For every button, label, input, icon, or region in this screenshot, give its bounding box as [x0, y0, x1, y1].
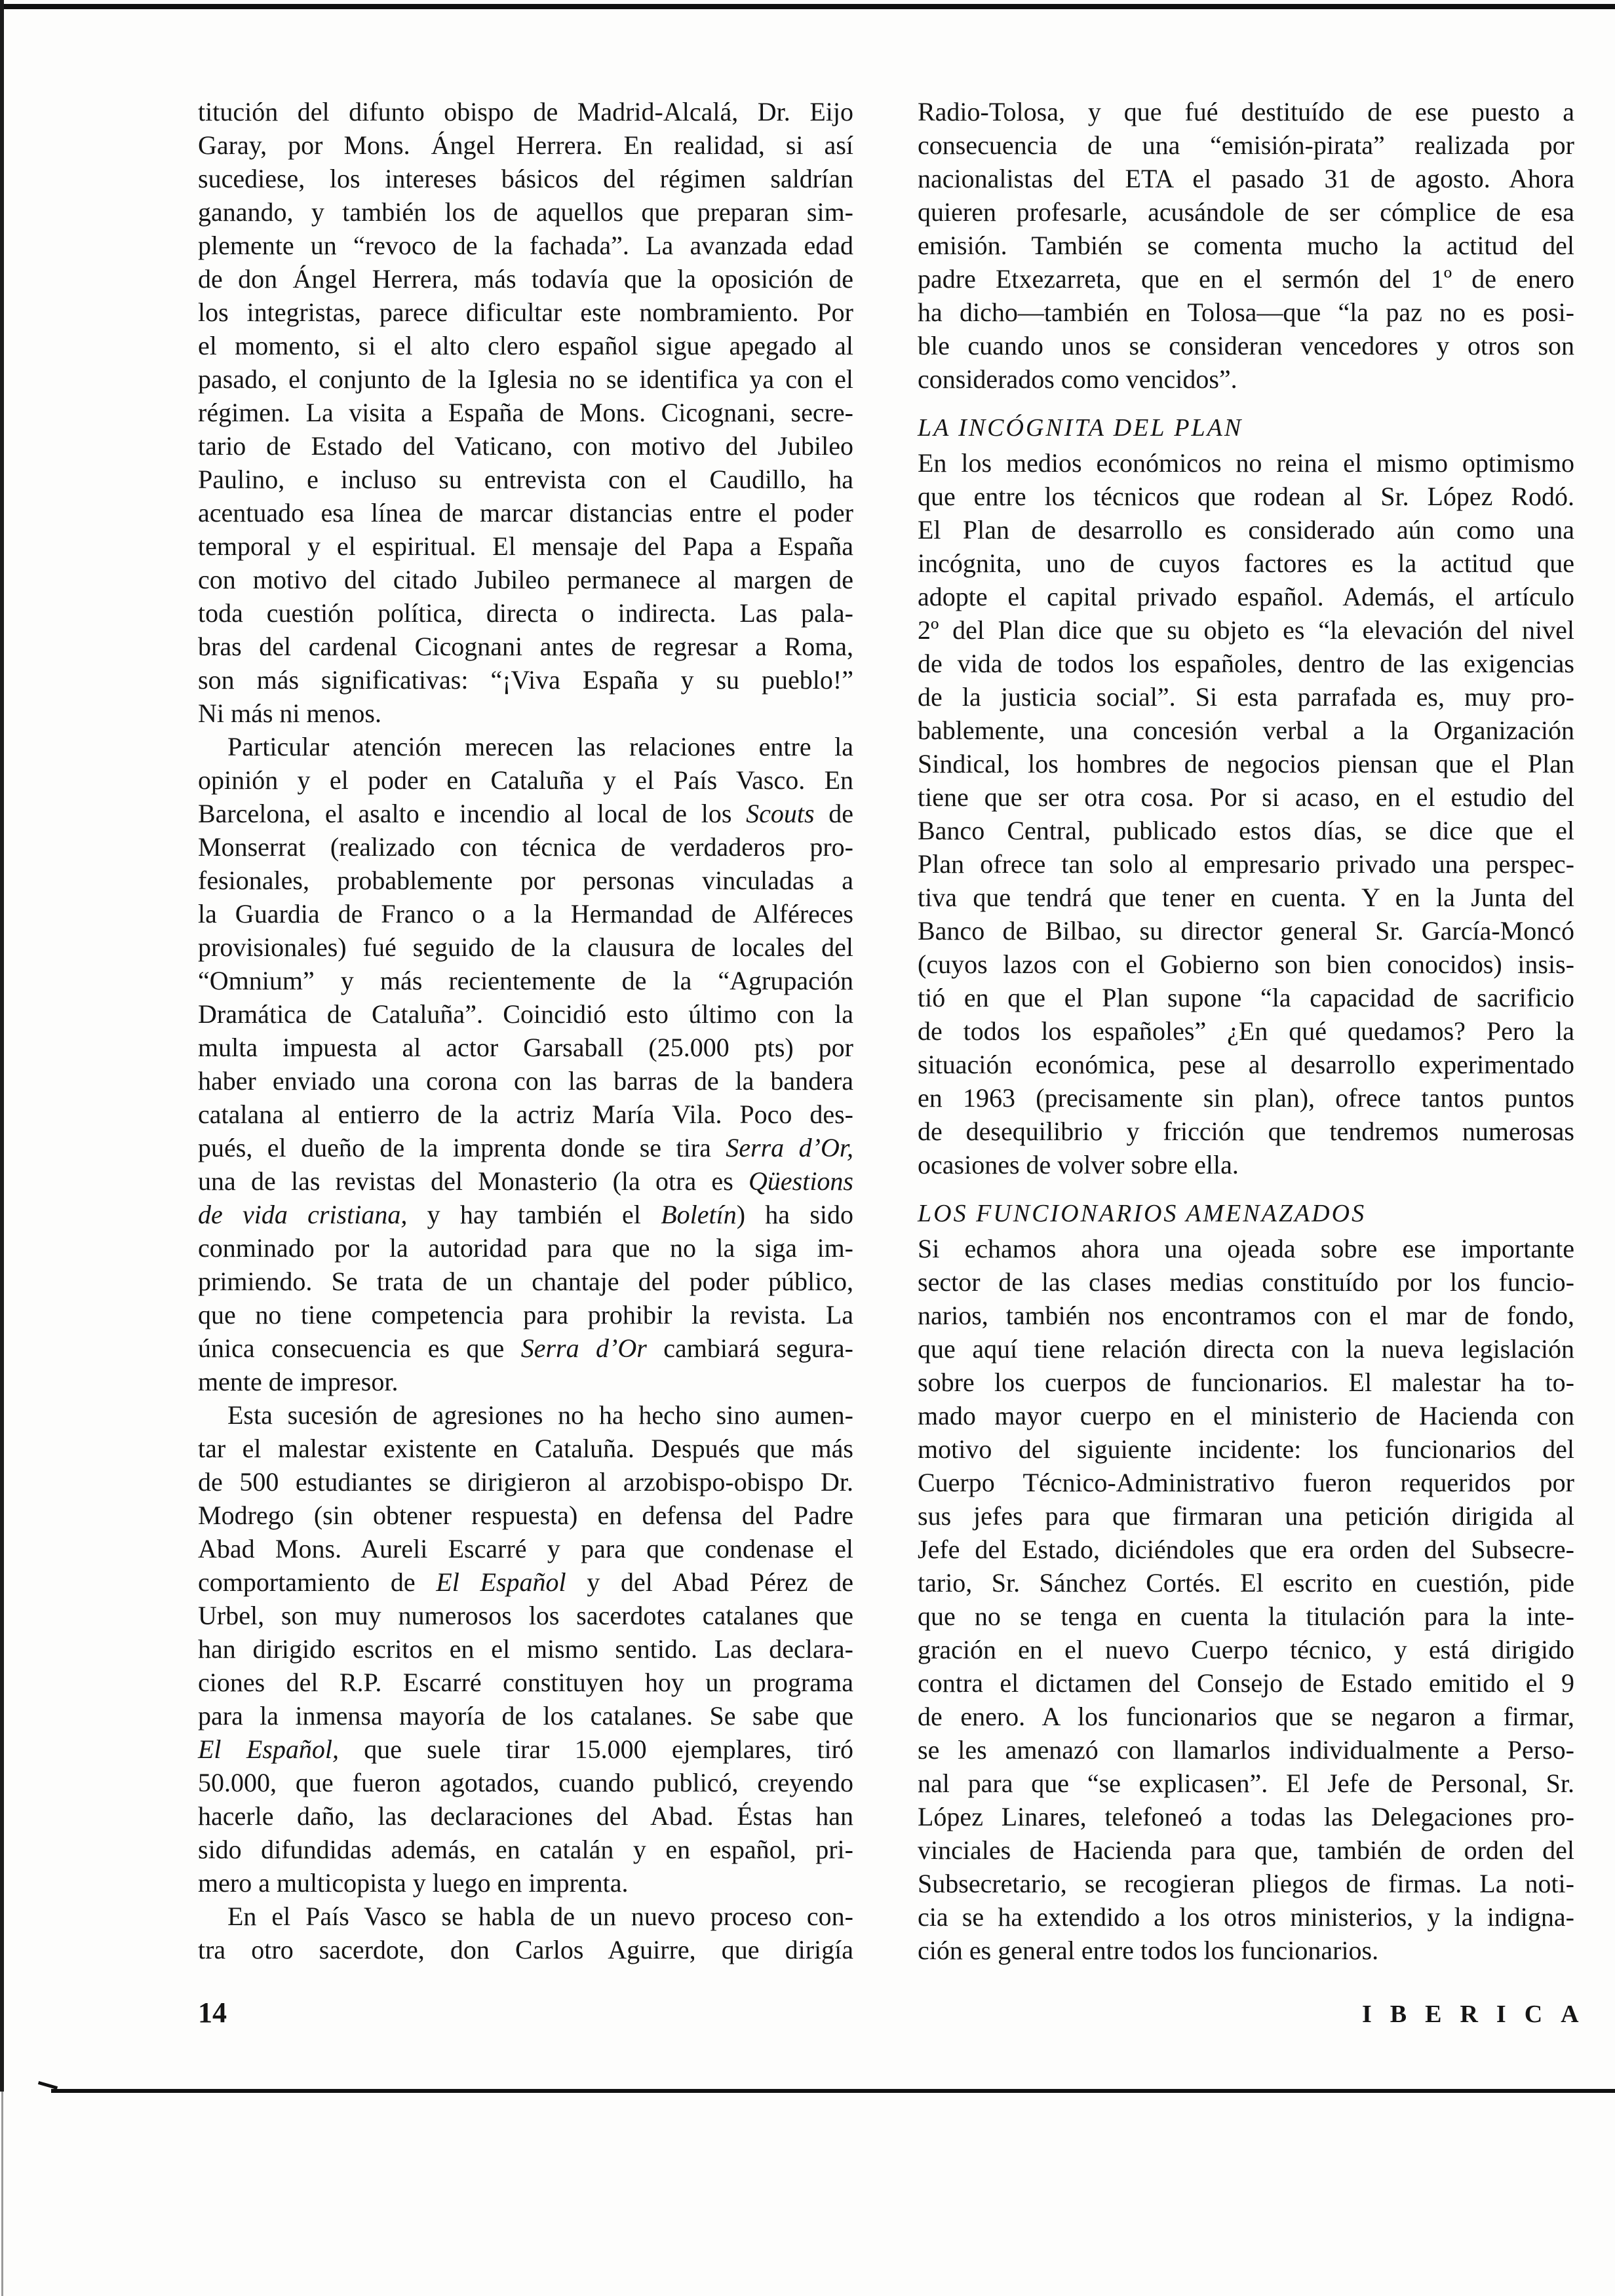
text-run: tió en que el Plan supone “la capacidad de sacrificio [918, 983, 1574, 1012]
text-line [918, 446, 1574, 480]
text-run: fesionales, probablemente por personas vinculadas a [198, 866, 853, 895]
text-line [198, 296, 853, 329]
text-run: sus jefes para que firmaran una petición dirigida al [918, 1501, 1574, 1531]
text-line [198, 1131, 853, 1164]
text-line [918, 1900, 1574, 1934]
text-line [918, 546, 1574, 580]
text-line [198, 396, 853, 429]
text-run: catalana al entierro de la actriz María Vila. Poco des- [198, 1100, 853, 1129]
text-run: tra otro sacerdote, don Carlos Aguirre, que dirigía [198, 1935, 853, 1964]
text-run: de don Ángel Herrera, más todavía que la oposición de [198, 264, 853, 294]
text-run: mero a multicopista y luego en imprenta. [198, 1868, 629, 1898]
text-run: Dramática de Cataluña”. Coincidió esto último con la [198, 999, 853, 1029]
text-run: consecuencia de una “emisión-pirata” realizada por [918, 130, 1574, 160]
text-run: Ni más ni menos. [198, 698, 381, 728]
paragraph [918, 1232, 1574, 1967]
text-run: comportamiento de [198, 1567, 437, 1597]
text-run: El Plan de desarrollo es considerado aún como una [918, 515, 1574, 545]
text-line [918, 1115, 1574, 1148]
text-run: incógnita, uno de cuyos factores es la actitud que [918, 548, 1574, 578]
text-run: Abad Mons. Aureli Escarré y para que condenase el [198, 1534, 853, 1563]
text-run: mado mayor cuerpo en el ministerio de Hacienda con [918, 1401, 1574, 1430]
text-line [918, 1048, 1574, 1081]
text-line [198, 1933, 853, 1966]
text-line [918, 1466, 1574, 1499]
text-line [198, 1866, 853, 1900]
text-run: ble cuando unos se consideran vencedores y otros son [918, 331, 1574, 360]
text-line [918, 1081, 1574, 1115]
text-run: son más significativas: “¡Viva España y su pueblo!” [198, 665, 853, 695]
text-line [198, 730, 853, 763]
italic-text: Scouts [746, 799, 815, 828]
text-run: nacionalistas del ETA el pasado 31 de agosto. Ahora [918, 164, 1574, 193]
text-run: Urbel, son muy numerosos los sacerdotes catalanes que [198, 1601, 853, 1630]
text-line [918, 1733, 1574, 1767]
text-run: opinión y el poder en Cataluña y el País Vasco. En [198, 765, 853, 795]
text-line [918, 747, 1574, 780]
text-line [198, 697, 853, 730]
text-line [198, 1365, 853, 1398]
text-run: única consecuencia es que [198, 1333, 521, 1363]
text-line [198, 496, 853, 529]
italic-text: Qüestions [749, 1166, 853, 1196]
text-line [918, 613, 1574, 647]
text-run: Plan ofrece tan solo al empresario privado una perspec- [918, 849, 1574, 879]
text-line [918, 881, 1574, 914]
text-run: En el País Vasco se habla de un nuevo proceso con- [227, 1902, 853, 1931]
text-run: pués, el dueño de la imprenta donde se tira [198, 1133, 726, 1162]
text-run: sobre los cuerpos de funcionarios. El malestar ha to- [918, 1368, 1574, 1397]
text-line [198, 362, 853, 396]
text-line [198, 1231, 853, 1265]
text-line [198, 964, 853, 997]
text-run: provisionales) fué seguido de la clausura de locales del [198, 932, 853, 962]
text-run: cia se ha extendido a los otros ministerios, y la indigna- [918, 1902, 1574, 1932]
text-line [198, 195, 853, 229]
page-number: 14 [198, 1997, 227, 2029]
text-run: bras del cardenal Cicognani antes de regresar a Roma, [198, 632, 853, 661]
text-run: Modrego (sin obtener respuesta) en defensa del Padre [198, 1501, 853, 1530]
text-line [918, 680, 1574, 714]
text-line [918, 1232, 1574, 1265]
left-column [198, 95, 853, 1966]
text-run: Subsecretario, se recogieran pliegos de firmas. La noti- [918, 1869, 1574, 1898]
page-edge-left-lower [1, 2092, 3, 2296]
text-run: En los medios económicos no reina el mismo optimismo [918, 448, 1574, 478]
text-line [918, 814, 1574, 847]
text-line [198, 1398, 853, 1432]
text-run: ha dicho—también en Tolosa—que “la paz no es posi- [918, 297, 1574, 327]
text-run: han dirigido escritos en el mismo sentido. Las declara- [198, 1634, 853, 1664]
text-line [918, 329, 1574, 362]
text-line [918, 1499, 1574, 1533]
text-line [198, 262, 853, 296]
text-line [198, 1632, 853, 1666]
text-line [198, 1465, 853, 1499]
text-run: Esta sucesión de agresiones no ha hecho sino aumen- [227, 1400, 853, 1430]
text-line [198, 1532, 853, 1565]
text-line [918, 1332, 1574, 1366]
text-line [918, 1399, 1574, 1432]
text-run: Garay, por Mons. Ángel Herrera. En realidad, si así [198, 130, 853, 160]
text-run: que no se tenga en cuenta la titulación para la inte- [918, 1601, 1574, 1631]
text-run: primiendo. Se trata de un chantaje del poder público, [198, 1267, 853, 1296]
paragraph [918, 446, 1574, 1181]
text-run: ción es general entre todos los funcionarios. [918, 1936, 1379, 1965]
italic-text: Boletín [661, 1200, 737, 1229]
text-line [918, 1934, 1574, 1967]
italic-text: El Español, [198, 1734, 339, 1764]
text-run: que no tiene competencia para prohibir la revista. La [198, 1300, 853, 1330]
text-line [918, 262, 1574, 296]
text-run: hacerle daño, las declaraciones del Abad. Éstas han [198, 1801, 853, 1831]
text-run: narios, también nos encontramos con el mar de fondo, [918, 1301, 1574, 1330]
text-line [918, 1265, 1574, 1299]
text-line [198, 663, 853, 697]
text-run: padre Etxezarreta, que en el sermón del 1º de enero [918, 264, 1574, 294]
text-run: situación económica, pese al desarrollo experimentado [918, 1050, 1574, 1079]
text-line [918, 947, 1574, 981]
section-heading: LOS FUNCIONARIOS AMENAZADOS [918, 1200, 1367, 1227]
paragraph-continued [918, 95, 1574, 396]
page-edge-left [0, 0, 4, 2092]
text-run: sido difundidas además, en catalán y en español, pri- [198, 1835, 853, 1864]
text-run: 50.000, que fueron agotados, cuando publicó, creyendo [198, 1768, 853, 1797]
text-line [198, 897, 853, 930]
text-run: tiva que tendrá que tener en cuenta. Y en la Junta del [918, 883, 1574, 912]
text-line [918, 162, 1574, 195]
text-run: en 1963 (precisamente sin plan), ofrece tantos puntos [918, 1083, 1574, 1113]
text-line [198, 1833, 853, 1866]
text-line [198, 1098, 853, 1131]
text-run: Cuerpo Técnico-Administrativo fueron requeridos por [918, 1468, 1574, 1497]
text-run: “Omnium” y más recientemente de la “Agrupación [198, 966, 853, 995]
text-line [918, 1666, 1574, 1700]
text-run: sector de las clases medias constituído por los funcio- [918, 1267, 1574, 1297]
text-run: López Linares, telefoneó a todas las Delegaciones pro- [918, 1802, 1574, 1831]
text-line [198, 329, 853, 362]
text-run: pasado, el conjunto de la Iglesia no se identifica ya con el [198, 364, 853, 394]
text-line [918, 1299, 1574, 1332]
text-line [198, 997, 853, 1031]
text-run: con motivo del citado Jubileo permanece al margen de [198, 565, 853, 594]
text-line [918, 780, 1574, 814]
text-run: temporal y el espiritual. El mensaje del Papa a España [198, 531, 853, 561]
text-run: toda cuestión política, directa o indirecta. Las pala- [198, 598, 853, 628]
text-run: tario de Estado del Vaticano, con motivo del Jubileo [198, 431, 853, 461]
text-line [918, 1833, 1574, 1867]
text-run: tario, Sr. Sánchez Cortés. El escrito en cuestión, pide [918, 1568, 1574, 1598]
text-run: Banco Central, publicado estos días, se dice que el [918, 816, 1574, 845]
paragraph-continues [198, 1900, 853, 1966]
text-run: Particular atención merecen las relaciones entre la [227, 732, 853, 761]
text-line [918, 1867, 1574, 1900]
text-line [918, 1366, 1574, 1399]
text-line [198, 463, 853, 496]
text-line [198, 1699, 853, 1732]
text-line [918, 1599, 1574, 1633]
text-run: contra el dictamen del Consejo de Estado emitido el 9 [918, 1668, 1574, 1698]
text-line [918, 647, 1574, 680]
text-run: de vida de todos los españoles, dentro de las exigencias [918, 649, 1574, 678]
text-run: quieren profesarle, acusándole de ser cómplice de esa [918, 197, 1574, 227]
text-line [198, 1732, 853, 1766]
text-line [918, 1767, 1574, 1800]
text-run: y del Abad Pérez de [566, 1567, 853, 1597]
text-line [918, 1700, 1574, 1733]
text-run: se les amenazó con llamarlos individualmente a Perso- [918, 1735, 1574, 1765]
text-line [198, 563, 853, 596]
text-line [918, 362, 1574, 396]
text-run: de enero. A los funcionarios que se negaron a firmar, [918, 1702, 1574, 1731]
text-run: vinciales de Hacienda para que, también de orden del [918, 1835, 1574, 1865]
text-run: el momento, si el alto clero español sigue apegado al [198, 331, 853, 360]
text-line [918, 229, 1574, 262]
text-line [198, 1298, 853, 1331]
text-run: ganando, y también los de aquellos que preparan sim- [198, 197, 853, 227]
text-line [198, 1432, 853, 1465]
text-line [198, 95, 853, 128]
text-run: plemente un “revoco de la fachada”. La avanzada edad [198, 231, 853, 260]
paragraph [198, 730, 853, 1398]
text-run: (cuyos lazos con el Gobierno son bien conocidos) insis- [918, 949, 1574, 979]
text-run: emisión. También se comenta mucho la actitud del [918, 231, 1574, 260]
text-run: bablemente, una concesión verbal a la Organización [918, 716, 1574, 745]
text-run: cambiará segura- [646, 1333, 853, 1363]
italic-text: de vida cristiana, [198, 1200, 408, 1229]
text-line [918, 914, 1574, 947]
text-run: mente de impresor. [198, 1367, 399, 1396]
text-line [198, 797, 853, 830]
text-line [198, 1031, 853, 1064]
text-line [198, 1064, 853, 1098]
section-heading: LA INCÓGNITA DEL PLAN [918, 414, 1243, 442]
text-run: Jefe del Estado, diciéndoles que era orden del Subsecre- [918, 1535, 1574, 1564]
text-run: para la inmensa mayoría de los catalanes. Se sabe que [198, 1701, 853, 1731]
text-line [918, 296, 1574, 329]
text-line [918, 128, 1574, 162]
text-line [198, 930, 853, 964]
text-line [198, 596, 853, 630]
text-line [198, 1900, 853, 1933]
text-run: que aquí tiene relación directa con la nueva legislación [918, 1334, 1574, 1364]
text-run: de [814, 799, 853, 828]
text-line [198, 1265, 853, 1298]
text-line [198, 864, 853, 897]
text-line [918, 1148, 1574, 1181]
text-line [918, 1566, 1574, 1599]
text-line [918, 1533, 1574, 1566]
text-line [198, 1799, 853, 1833]
text-line [198, 1499, 853, 1532]
paragraph-continued [198, 95, 853, 730]
page-edge-bottom [51, 2089, 1615, 2093]
text-run: motivo del siguiente incidente: los funcionarios del [918, 1434, 1574, 1464]
text-run: Paulino, e incluso su entrevista con el Caudillo, ha [198, 465, 853, 494]
text-run: ocasiones de volver sobre ella. [918, 1150, 1239, 1179]
text-run: ciones del R.P. Escarré constituyen hoy un programa [198, 1668, 853, 1697]
text-run: que entre los técnicos que rodean al Sr. López Rodó. [918, 482, 1574, 511]
text-run: Monserrat (realizado con técnica de verdaderos pro- [198, 832, 853, 862]
text-line [918, 95, 1574, 128]
text-run: acentuado esa línea de marcar distancias entre el poder [198, 498, 853, 527]
text-run: tiene que ser otra cosa. Por si acaso, en el estudio del [918, 782, 1574, 812]
text-line [198, 1164, 853, 1198]
text-line [198, 1666, 853, 1699]
text-line [918, 1633, 1574, 1666]
text-run: de 500 estudiantes se dirigieron al arzobispo-obispo Dr. [198, 1467, 853, 1497]
text-run: de la justicia social”. Si esta parrafada es, muy pro- [918, 682, 1574, 712]
text-run: una de las revistas del Monasterio (la otra es [198, 1166, 749, 1196]
text-run: que suele tirar 15.000 ejemplares, tiró [338, 1734, 853, 1764]
text-run: gración en el nuevo Cuerpo técnico, y está dirigido [918, 1635, 1574, 1664]
text-line [198, 229, 853, 262]
text-line [198, 529, 853, 563]
paragraph [198, 1398, 853, 1900]
text-line [198, 1331, 853, 1365]
text-run: Barcelona, el asalto e incendio al local de los [198, 799, 747, 828]
text-run: sucediese, los intereses básicos del régimen saldrían [198, 164, 853, 193]
text-run: Radio-Tolosa, y que fué destituído de ese puesto a [918, 97, 1574, 126]
text-run: ) ha sido [736, 1200, 854, 1229]
text-run: y hay también el [407, 1200, 661, 1229]
text-line [918, 1014, 1574, 1048]
text-line [918, 480, 1574, 513]
text-run: considerados como vencidos”. [918, 364, 1237, 394]
text-run: de todos los españoles” ¿En qué quedamos? Pero la [918, 1016, 1574, 1046]
text-run: tar el malestar existente en Cataluña. Después que más [198, 1434, 853, 1463]
text-run: régimen. La visita a España de Mons. Cicognani, secre- [198, 398, 853, 427]
text-run: los integristas, parece dificultar este nombramiento. Por [198, 297, 853, 327]
text-line [918, 580, 1574, 613]
text-run: la Guardia de Franco o a la Hermandad de Alféreces [198, 899, 853, 928]
text-line [198, 763, 853, 797]
text-run: Banco de Bilbao, su director general Sr. García-Moncó [918, 916, 1574, 946]
text-line [198, 830, 853, 864]
text-run: titución del difunto obispo de Madrid-Alcalá, Dr. Eijo [198, 97, 853, 126]
text-line [198, 1599, 853, 1632]
text-line [918, 1432, 1574, 1466]
text-line [198, 162, 853, 195]
text-line [918, 195, 1574, 229]
text-line [918, 513, 1574, 546]
text-line [198, 630, 853, 663]
text-run: Sindical, los hombres de negocios piensan que el Plan [918, 749, 1574, 778]
italic-text: Serra d’Or, [726, 1133, 853, 1162]
italic-text: El Español [436, 1567, 566, 1597]
text-line [198, 1198, 853, 1231]
text-run: adopte el capital privado español. Además, el artículo [918, 582, 1574, 611]
text-run: nal para que “se explicasen”. El Jefe de Personal, Sr. [918, 1769, 1574, 1798]
text-line [198, 1766, 853, 1799]
right-column [918, 95, 1574, 1967]
text-line [918, 1800, 1574, 1833]
text-run: multa impuesta al actor Garsaball (25.000 pts) por [198, 1033, 853, 1062]
text-run: conminado por la autoridad para que no la siga im- [198, 1233, 853, 1263]
text-line [198, 128, 853, 162]
publication-name: IBERICA [1362, 2000, 1597, 2028]
page-edge-top [0, 4, 1615, 9]
text-run: 2º del Plan dice que su objeto es “la elevación del nivel [918, 615, 1574, 645]
text-line [198, 1565, 853, 1599]
text-line [918, 847, 1574, 881]
italic-text: Serra d’Or [520, 1333, 647, 1363]
text-line [918, 714, 1574, 747]
text-run: de desequilibrio y fricción que tendremos numerosas [918, 1117, 1574, 1146]
text-line [198, 429, 853, 463]
text-run: haber enviado una corona con las barras de la bandera [198, 1066, 853, 1096]
text-run: Si echamos ahora una ojeada sobre ese importante [918, 1234, 1574, 1263]
text-line [918, 981, 1574, 1014]
